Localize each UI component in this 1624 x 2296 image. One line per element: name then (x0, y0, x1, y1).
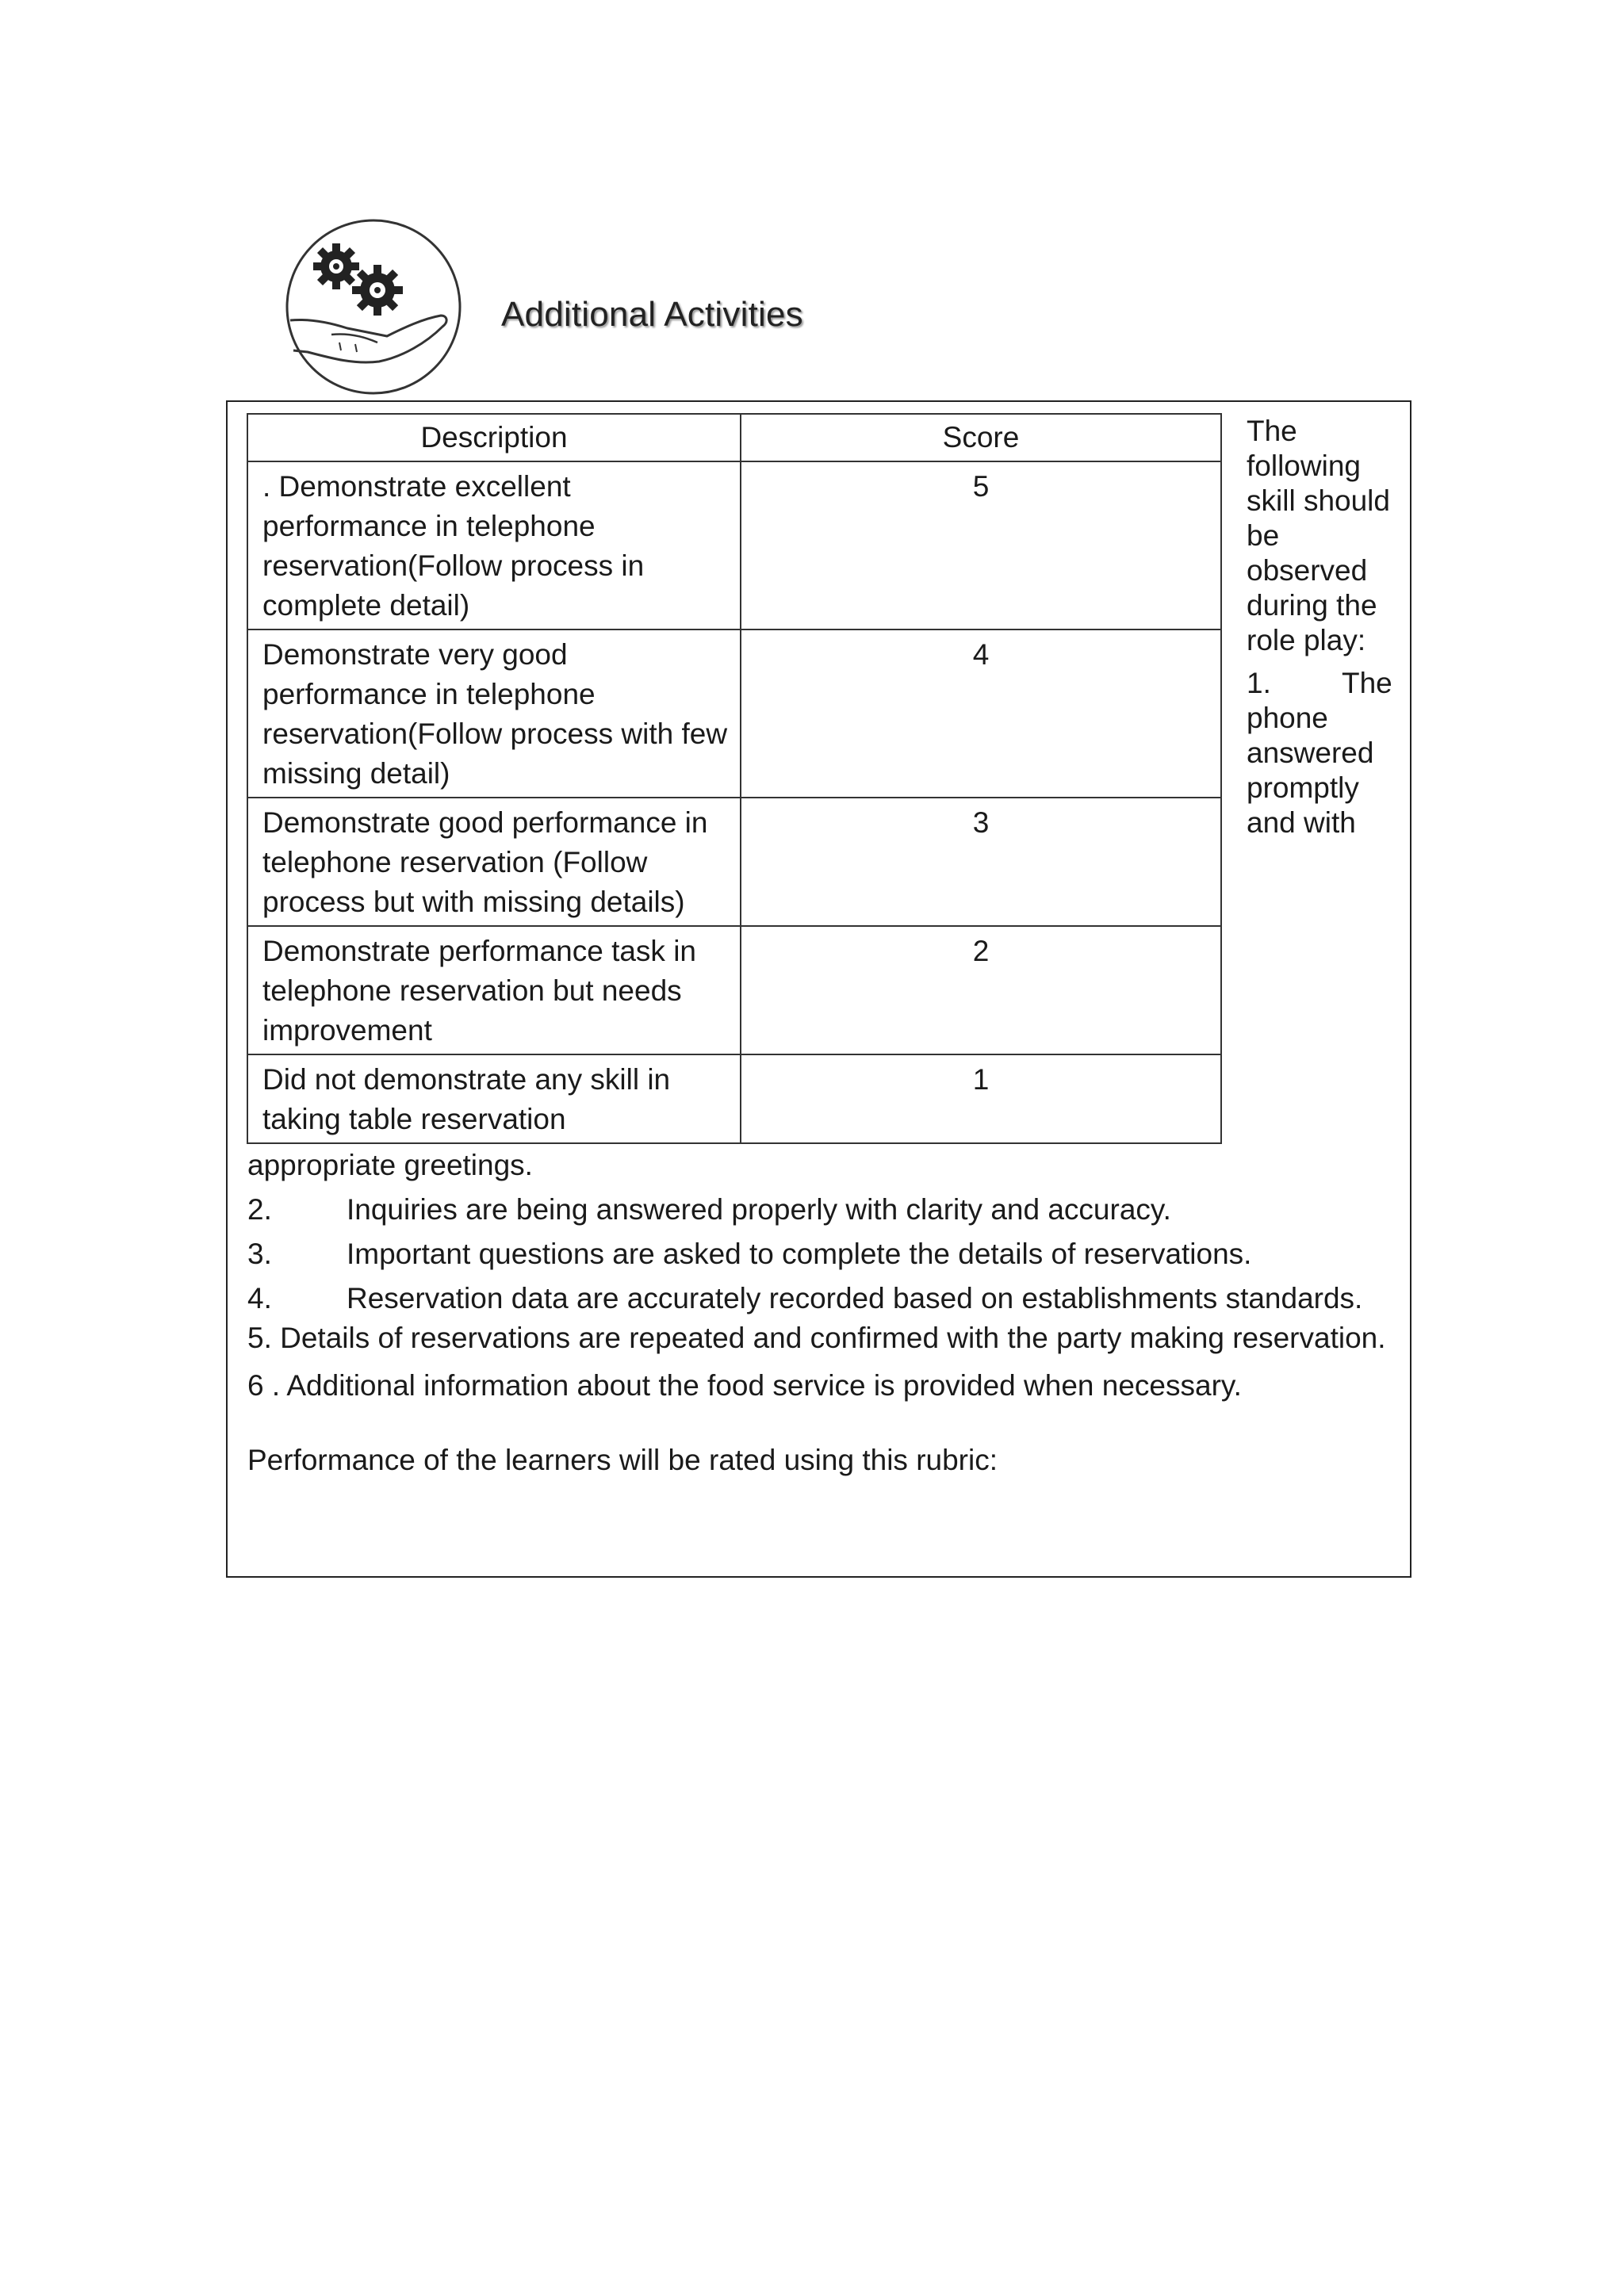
skill-item-number: 4. (247, 1282, 272, 1314)
row-score: 5 (741, 461, 1221, 629)
row-description: . Demonstrate excellent performance in telephone reservation(Follow process in complete detail) (247, 461, 741, 629)
skill-item-number: 1. (1247, 667, 1271, 699)
skill-item-number: 3. (247, 1238, 272, 1270)
row-description: Did not demonstrate any skill in taking table reservation (247, 1054, 741, 1143)
table-row (247, 461, 1221, 629)
table-row (247, 629, 1221, 798)
skill-item-text: Reservation data are accurately recorded based on establishments standards. 5. Details of reservations are repeated and confirmed with the party making reservation. (247, 1282, 1386, 1354)
column-header-score: Score (741, 414, 1221, 461)
table-row (247, 1054, 1221, 1143)
row-score: 4 (741, 629, 1221, 798)
skill-item-3 (247, 1234, 1389, 1274)
rubric-table (247, 413, 1222, 1144)
skill-item-1-end: appropriate greetings. (247, 1149, 533, 1181)
skill-item-text: Important questions are asked to complete the details of reservations. (347, 1238, 1252, 1270)
skills-intro-text: The following skill should be observed during the role play: (1247, 415, 1390, 656)
skills-intro (1247, 414, 1397, 840)
skills-list (247, 1146, 1389, 1480)
skill-item-4 (247, 1279, 1389, 1358)
skill-item-1-start (1247, 666, 1397, 840)
column-header-description: Description (247, 414, 741, 461)
skill-item-number: 2. (247, 1193, 272, 1226)
table-header-row (247, 414, 1221, 461)
row-description: Demonstrate performance task in telephone reservation but needs improvement (247, 926, 741, 1054)
table-row (247, 926, 1221, 1054)
skill-item-text: Inquiries are being answered properly with clarity and accuracy. (347, 1193, 1171, 1226)
row-score: 3 (741, 798, 1221, 926)
rubric-note: Performance of the learners will be rated using this rubric: (247, 1444, 998, 1476)
section-title: Additional Activities (501, 295, 803, 334)
skill-item-text: The phone answered promptly and with (1247, 667, 1392, 839)
row-description: Demonstrate good performance in telephone reservation (Follow process but with missing details) (247, 798, 741, 926)
table-row (247, 798, 1221, 926)
skill-item-2 (247, 1190, 1389, 1230)
row-score: 1 (741, 1054, 1221, 1143)
row-score: 2 (741, 926, 1221, 1054)
row-description: Demonstrate very good performance in telephone reservation(Follow process with few missing detail) (247, 629, 741, 798)
hand-with-gears-icon (284, 217, 463, 396)
skill-item-6: 6 . Additional information about the food service is provided when necessary. (247, 1369, 1242, 1402)
